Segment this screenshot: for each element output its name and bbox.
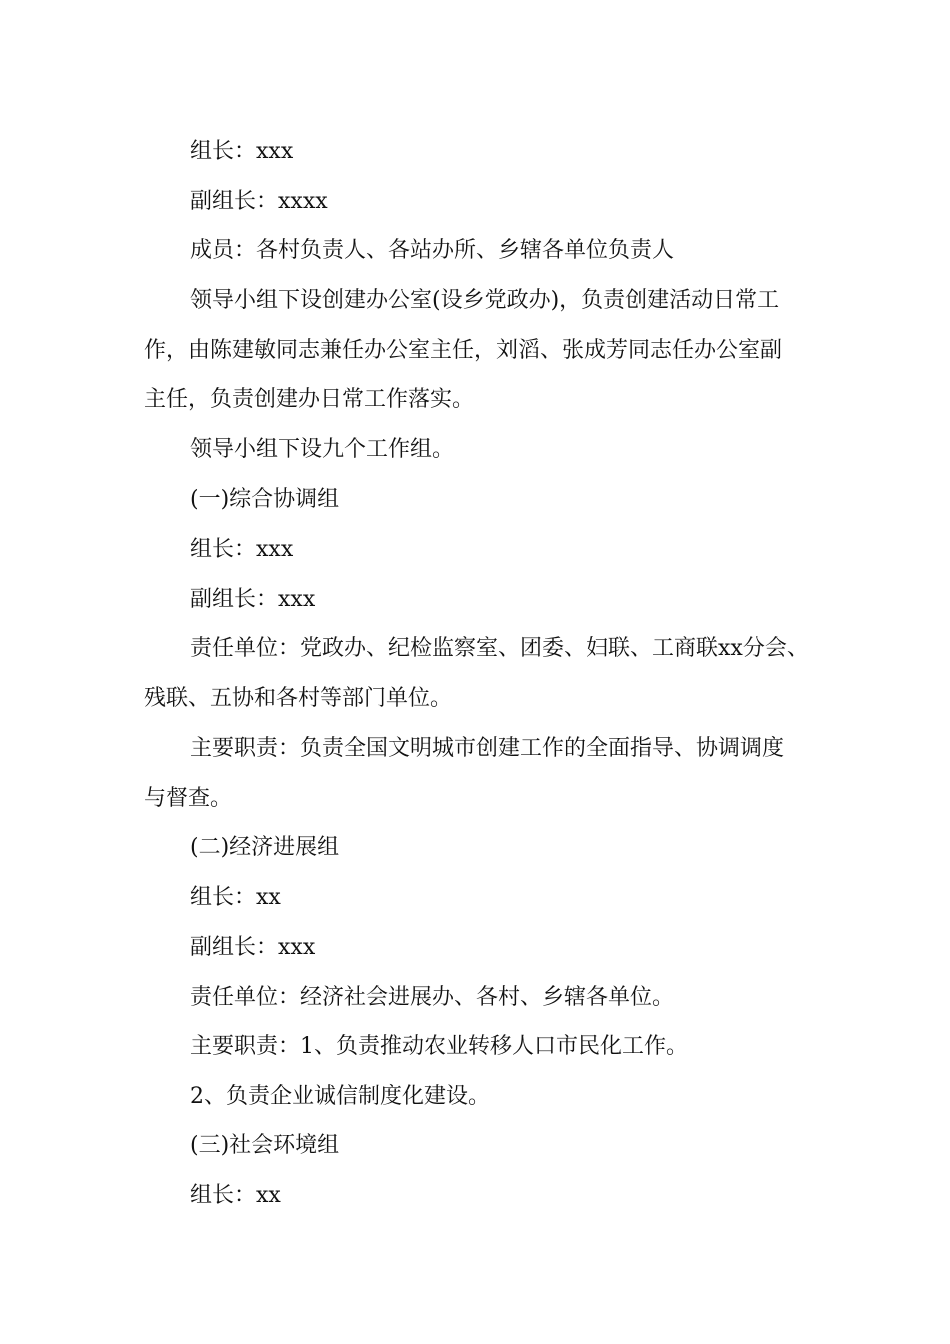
text-line: 作，由陈建敏同志兼任办公室主任，刘滔、张成芳同志任办公室副 xyxy=(144,338,783,363)
text-line: 组长：xxx xyxy=(190,139,294,164)
text-line: 残联、五协和各村等部门单位。 xyxy=(144,686,453,711)
text-line: 责任单位：经济社会进展办、各村、乡辖各单位。 xyxy=(190,985,675,1010)
text-line: 组长：xx xyxy=(190,1183,281,1208)
text-line: 责任单位：党政办、纪检监察室、团委、妇联、工商联xx分会、 xyxy=(190,636,809,661)
text-line: 主要职责：1、负责推动农业转移人口市民化工作。 xyxy=(190,1034,688,1059)
text-line: 组长：xxx xyxy=(190,537,294,562)
text-line: 领导小组下设九个工作组。 xyxy=(190,437,455,462)
text-line: 成员：各村负责人、各站办所、乡辖各单位负责人 xyxy=(190,238,675,263)
text-line: 副组长：xxx xyxy=(190,935,316,960)
text-line: 组长：xx xyxy=(190,885,281,910)
text-line: 与督查。 xyxy=(144,786,233,811)
section-heading: (一)综合协调组 xyxy=(190,487,340,512)
text-line: 主任，负责创建办日常工作落实。 xyxy=(144,387,475,412)
section-heading: (三)社会环境组 xyxy=(190,1133,340,1158)
text-line: 副组长：xxx xyxy=(190,587,316,612)
text-line: 主要职责：负责全国文明城市创建工作的全面指导、协调调度 xyxy=(190,736,785,761)
text-line: 2、负责企业诚信制度化建设。 xyxy=(190,1084,490,1109)
text-line: 领导小组下设创建办公室(设乡党政办)，负责创建活动日常工 xyxy=(190,288,780,313)
text-line: 副组长：xxxx xyxy=(190,189,328,214)
section-heading: (二)经济进展组 xyxy=(190,835,340,860)
